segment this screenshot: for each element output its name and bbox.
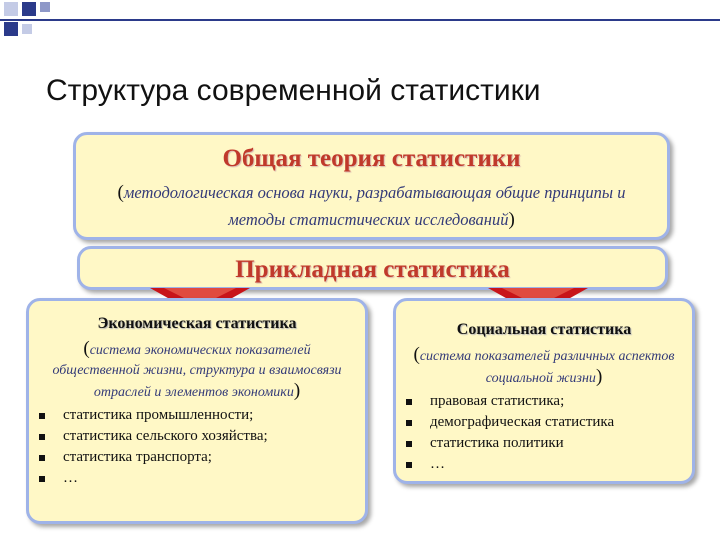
social-statistics-description [410, 345, 678, 389]
social-statistics-title: Социальная статистика [456, 321, 632, 338]
deco-square [40, 2, 50, 12]
paren-open: ( [83, 338, 90, 359]
social-statistics-box [393, 298, 695, 484]
general-theory-title: Общая теория статистики [222, 145, 521, 172]
economic-statistics-description [43, 339, 351, 403]
header-rule [0, 19, 720, 21]
deco-square [22, 24, 32, 34]
economic-statistics-title: Экономическая статистика [97, 315, 297, 332]
deco-square [4, 22, 18, 36]
paren-open: ( [117, 182, 124, 203]
list-item: статистика транспорта; [63, 447, 365, 468]
economic-statistics-description-text: система экономических показателей общественной жизни, структура и взаимосвязи отраслей и элементов экономики [52, 343, 342, 400]
list-item: … [430, 454, 692, 475]
list-item: статистика промышленности; [63, 405, 365, 426]
general-theory-box [73, 132, 670, 240]
list-item: … [63, 468, 365, 489]
list-item: статистика политики [430, 433, 692, 454]
list-item: правовая статистика; [430, 391, 692, 412]
applied-statistics-box [77, 246, 668, 290]
slide-title: Структура современной статистики [46, 74, 541, 107]
general-theory-description-text: методологическая основа науки, разрабатывающая общие принципы и методы статистических исследований [123, 183, 626, 229]
paren-open: ( [413, 344, 420, 365]
paren-close: ) [293, 380, 301, 401]
paren-close: ) [595, 366, 603, 387]
applied-statistics-title: Прикладная статистика [235, 256, 510, 283]
deco-square [22, 2, 36, 16]
social-statistics-list [396, 391, 692, 475]
economic-statistics-list [29, 405, 365, 489]
deco-square [4, 2, 18, 16]
social-statistics-description-text: система показателей различных аспектов социальной жизни [419, 349, 675, 386]
list-item: демографическая статистика [430, 412, 692, 433]
list-item: статистика сельского хозяйства; [63, 426, 365, 447]
paren-close: ) [508, 209, 515, 230]
economic-statistics-box [26, 298, 368, 524]
general-theory-description [106, 179, 637, 233]
